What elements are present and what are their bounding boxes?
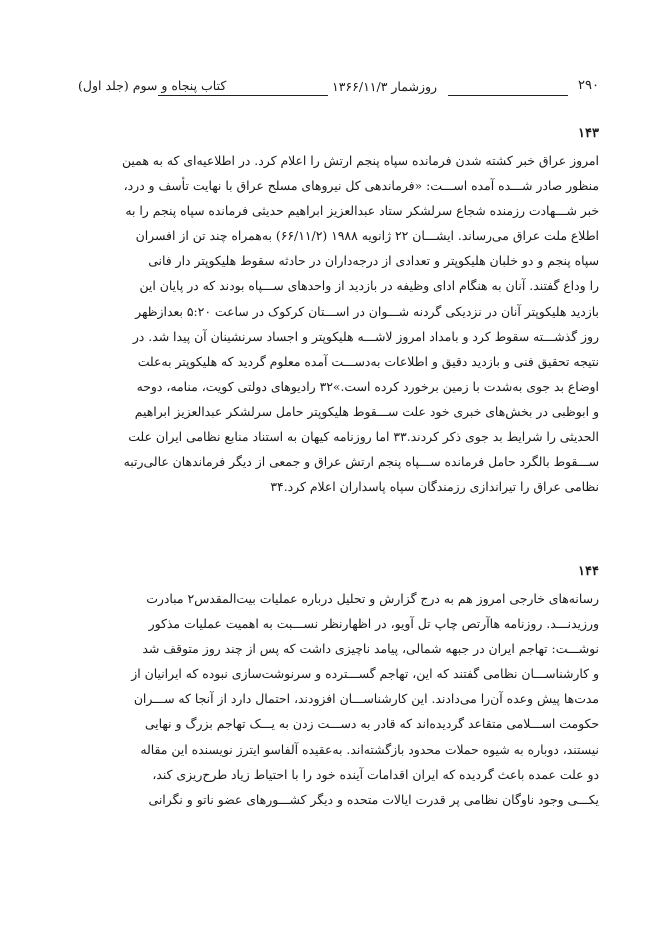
text-line: مدت‌ها پیش وعده آن‌را می‌دادند. این کارشناســـان افزودند، احتمال دارد از آنجا که ســـران [133, 691, 599, 707]
text-line: و ابوظبی در بخش‌های خبری خود علت ســـقوط هلیکوپتر حامل سرلشکر عبدالعزیز ابراهیم [134, 403, 599, 419]
header-rule [158, 95, 328, 96]
text-line: نتیجه تحقیق فنی و بازدید دقیق و اطلاعات به‌دســـت آمده معلوم گردید که هلیکوپتر به‌علت [137, 353, 599, 369]
entry-number: ۱۴۴ [578, 564, 599, 579]
entry-144 [78, 564, 599, 812]
entry-text [78, 586, 599, 812]
text-line: و کارشناســـان نظامی گفتند که این، تهاجم گســـترده و سرنوشت‌سازی نبوده که ایرانیان از [131, 666, 599, 682]
header-date: روزشمار ۱۳۶۶/۱۱/۳ [332, 79, 438, 94]
text-line: ورزیدنـــد. روزنامه هاآرتص چاپ تل آویو، در اظهارنظر نســـبت به اهمیت عملیات مذکور [148, 616, 599, 632]
page-number: ۲۹۰ [578, 78, 599, 93]
entry-143 [78, 126, 599, 499]
text-line: منظور صادر شـــده آمده اســـت: «فرماندهی کل نیروهای مسلح عراق با نهایت تأسف و درد، [123, 178, 599, 194]
text-line: نظامی عراق را تیراندازی رزمندگان سپاه پاسداران اعلام کرد.۳۴ [270, 479, 599, 495]
entry-number: ۱۴۳ [578, 126, 599, 141]
header-book-title: کتاب پنجاه و سوم (جلد اول) [78, 78, 227, 93]
text-line: حکومت اســـلامی متقاعد گردیده‌اند که قادر به دســـت زدن به یـــک تهاجم بزرگ و نهایی [144, 716, 599, 732]
text-line: نیستند، دوباره به شیوه حملات محدود بازگشته‌اند. به‌عقیده آلفاسو ایترز نویسنده این مقاله [140, 741, 599, 757]
text-line: را وداع گفتند. آنان به هنگام ادای وظیفه در بازدید از واحدهای ســـپاه بودند که در پایان این [139, 278, 599, 294]
text-line: ســـقوط بالگرد حامل فرمانده ســـپاه پنجم ارتش عراق و جمعی از دیگر فرماندهان عالی‌رتبه [123, 454, 599, 470]
text-line: بازدید هلیکوپتر آنان در نزدیکی گردنه شـــوان در اســـتان کرکوک در ساعت ۵:۲۰ بعدازظهر [135, 303, 599, 319]
text-line: یکـــی وجود ناوگان نظامی پر قدرت ایالات متحده و دیگر کشـــورهای عضو ناتو و نگرانی [148, 791, 599, 807]
text-line: الحدیثی را شرایط بد جوی ذکر کردند.۳۳ اما روزنامه کیهان به استناد منابع نظامی ایران علت [128, 429, 599, 445]
text-line: اوضاع بد جوی به‌شدت با زمین برخورد کرده است.»۳۲ رادیوهای دولتی کویت، منامه، دوحه [136, 378, 599, 394]
text-line: رسانه‌های خارجی امروز هم به درج گزارش و تحلیل درباره عملیات بیت‌المقدس۲ مبادرت [146, 591, 599, 606]
text-line: سپاه پنجم و دو خلبان هلیکوپتر و تعدادی از درجه‌داران در حادثه سقوط هلیکوپتر دار فانی [148, 253, 599, 269]
header-rule [448, 95, 568, 96]
text-line: روز گذشـــته سقوط کرد و بامداد امروز لاشـــه هلیکوپتر و اجساد سرنشینان آن پیدا شد. در [132, 328, 599, 344]
text-line: امروز عراق خبر کشته شدن فرمانده سپاه پنجم ارتش را اعلام کرد. در اطلاعیه‌ای که به همین [122, 153, 599, 168]
entry-text [78, 148, 599, 499]
text-line: اطلاع ملت عراق می‌رساند. ایشـــان ۲۲ ژانویه ۱۹۸۸ (۶۶/۱۱/۲) به‌همراه چند تن از افسران [135, 228, 599, 244]
text-line: نوشـــت: تهاجم ایران در جبهه شمالی، پیامد ناچیزی داشت که پس از چند روز متوقف شد [142, 641, 599, 657]
page-header [78, 78, 599, 100]
text-line: خبر شـــهادت رزمنده شجاع سرلشکر ستاد عبدالعزیز ابراهیم حدیثی فرمانده سپاه پنجم را به [125, 203, 599, 219]
text-line: دو علت عمده باعث گردیده که ایران اقدامات آینده خود را با احتیاط زیاد طرح‌ریزی کند، [152, 766, 599, 782]
